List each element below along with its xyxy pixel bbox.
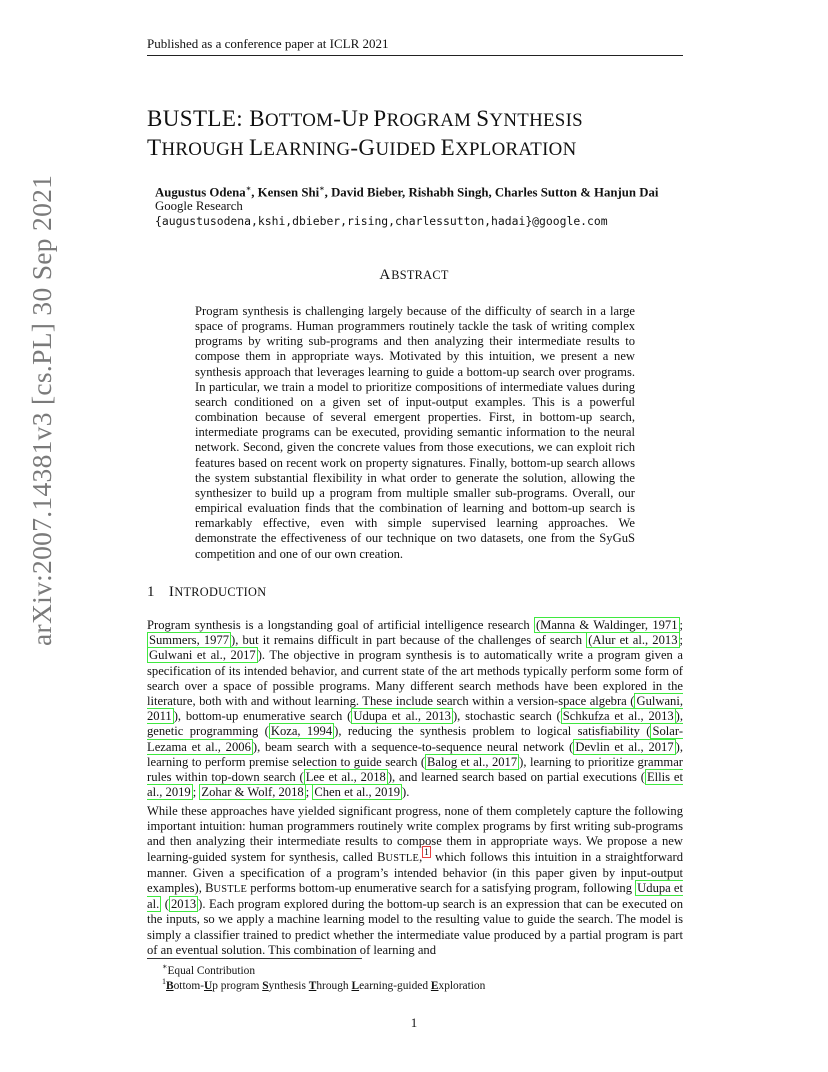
abstract-body: Program synthesis is challenging largely because of the difficulty of search in a large space of programs. Human programmers routinely tackle the task of writing complex programs by writing sub-programs and then analyzing their intermediate results to compose them in appropriate ways. Motivated by this intuition, we present a new synthesis approach that leverages learning to guide a bottom-up search over programs. In particular, we train a model to prioritize compositions of intermediate values during search conditioned on a given set of input-output examples. This is a powerful combination because of several emergent properties. First, in bottom-up search, intermediate programs can be executed, providing semantic information to the neural network. Second, given the concrete values from those executions, we can exploit rich features based on recent work on property signatures. Finally, bottom-up search allows the system substantial flexibility in what order to generate the solution, allowing the synthesizer to build up a program from multiple smaller sub-programs. Overall, our empirical evaluation finds that the combination of learning and bottom-up search is remarkably effective, even with simple supervised learning approaches. We demonstrate the effectiveness of our technique on two datasets, one from the SyGuS competition and one of our own creation. bbox=[195, 304, 635, 561]
citation-link[interactable]: Balog et al., 2017 bbox=[427, 754, 518, 769]
citation-link[interactable]: Udupa et al. bbox=[147, 881, 684, 912]
citation-link[interactable]: Lee et al., 2018 bbox=[305, 770, 386, 785]
title-line-2: THROUGH LEARNING-GUIDED EXPLORATION bbox=[147, 135, 577, 160]
citation-link[interactable]: Schkufza et al., 2013 bbox=[562, 709, 674, 724]
citation-link[interactable]: (Alur et al., 2013 bbox=[588, 633, 678, 648]
arxiv-stamp: arXiv:2007.14381v3 [cs.PL] 30 Sep 2021 bbox=[26, 174, 57, 646]
abstract-heading: ABSTRACT bbox=[379, 267, 449, 283]
citation-link[interactable]: Ellis et al., 2019 bbox=[147, 770, 684, 800]
citation-link[interactable]: Chen et al., 2019 bbox=[314, 785, 401, 800]
citation-link[interactable]: (Manna & Waldinger, 1971 bbox=[535, 618, 678, 632]
citation-link[interactable]: Gulwani et al., 2017 bbox=[149, 648, 256, 663]
author-list: Augustus Odena∗, Kensen Shi∗, David Bieber, Rishabh Singh, Charles Sutton & Hanjun Dai bbox=[155, 184, 659, 200]
running-header: Published as a conference paper at ICLR 2021 bbox=[147, 36, 389, 51]
intro-paragraph-1: Program synthesis is a longstanding goal of artificial intelligence research (Manna & Waldinger, 1971 ; Summers, 1977 ), but it remains difficult in part because of the challenges of search (Alur et al., 2013 ; Gulwani et al., 2017 ). The objective in program synthesis is to automatically write a program given a specification of its intended behavior, and current state of the art methods typically perform some form of search over a space of possible programs. Many different search methods have been explored in the literature, both with and without learning. These include search within a version-space algebra ( Gulwani, 2011 ), bottom-up enumerative search ( Udupa et al., 2013 ), stochastic search ( Schkufza et al., 2013 ), genetic programming ( Koza, 1994 ), reducing the synthesis problem to logical satisfiability ( Solar-Lezama et al., 2006 ), beam search with a sequence-to-sequence neural network ( Devlin et al., 2017 ), learning to perform premise selection to guide search ( Balog et al., 2017 ), learning to prioritize grammar rules within top-down search ( Lee et al., 2018 ), and learned search based on partial executions ( Ellis et al., 2019 ; Zohar & Wolf, 2018 ; Chen et al., 2019 ). bbox=[147, 618, 684, 800]
footnote-link[interactable]: 1 bbox=[424, 847, 429, 858]
paper-title bbox=[147, 105, 707, 163]
citation-link[interactable]: Gulwani, 2011 bbox=[147, 694, 683, 724]
title-line-1: BUSTLE: BOTTOM-UP PROGRAM SYNTHESIS bbox=[147, 106, 583, 131]
citation-link[interactable]: Udupa et al., 2013 bbox=[353, 709, 451, 724]
header-rule bbox=[147, 55, 683, 56]
citation-link[interactable]: Summers, 1977 bbox=[149, 633, 230, 648]
citation-link[interactable]: Devlin et al., 2017 bbox=[575, 739, 674, 754]
footnote-rule bbox=[147, 958, 362, 959]
citation-link[interactable]: Zohar & Wolf, 2018 bbox=[201, 785, 304, 800]
intro-paragraph-2: While these approaches have yielded significant progress, none of them completely capture the following important intuition: human programmers routinely write complex programs by first writing sub-programs and then analyzing their intermediate results to compose them in appropriate ways. We propose a new learning-guided system for synthesis, called BUSTLE, $^1$ which follows this intuition in a straightforward manner. Given a specification of a program’s intended behavior (in this paper given by input-output examples), BUSTLE performs bottom-up enumerative search for a satisfying program, following Udupa et al. ( 2013 ). Each program explored during the bottom-up search is an expression that can be executed on the inputs, so we apply a machine learning model to the resulting value to guide the search. The model is simply a classifier trained to predict whether the intermediate value produced by a partial program is part of an eventual solution. This combination of learning and bbox=[147, 804, 684, 957]
citation-link[interactable]: 2013 bbox=[170, 897, 197, 912]
section-heading-introduction: 1 INTRODUCTION bbox=[147, 584, 267, 600]
citation-link[interactable]: Solar-Lezama et al., 2006 bbox=[147, 724, 684, 754]
author-emails: {augustusodena,kshi,dbieber,rising,charlessutton,hadai}@google.com bbox=[155, 214, 608, 228]
footnote-1: ∗Equal Contribution bbox=[162, 962, 256, 977]
affiliation: Google Research bbox=[155, 199, 243, 213]
page-number: 1 bbox=[410, 1015, 418, 1030]
citation-link[interactable]: Koza, 1994 bbox=[270, 724, 333, 739]
footnote-2: $^1$Bottom-Up program Synthesis Through Learning-guided Exploration bbox=[162, 977, 486, 992]
